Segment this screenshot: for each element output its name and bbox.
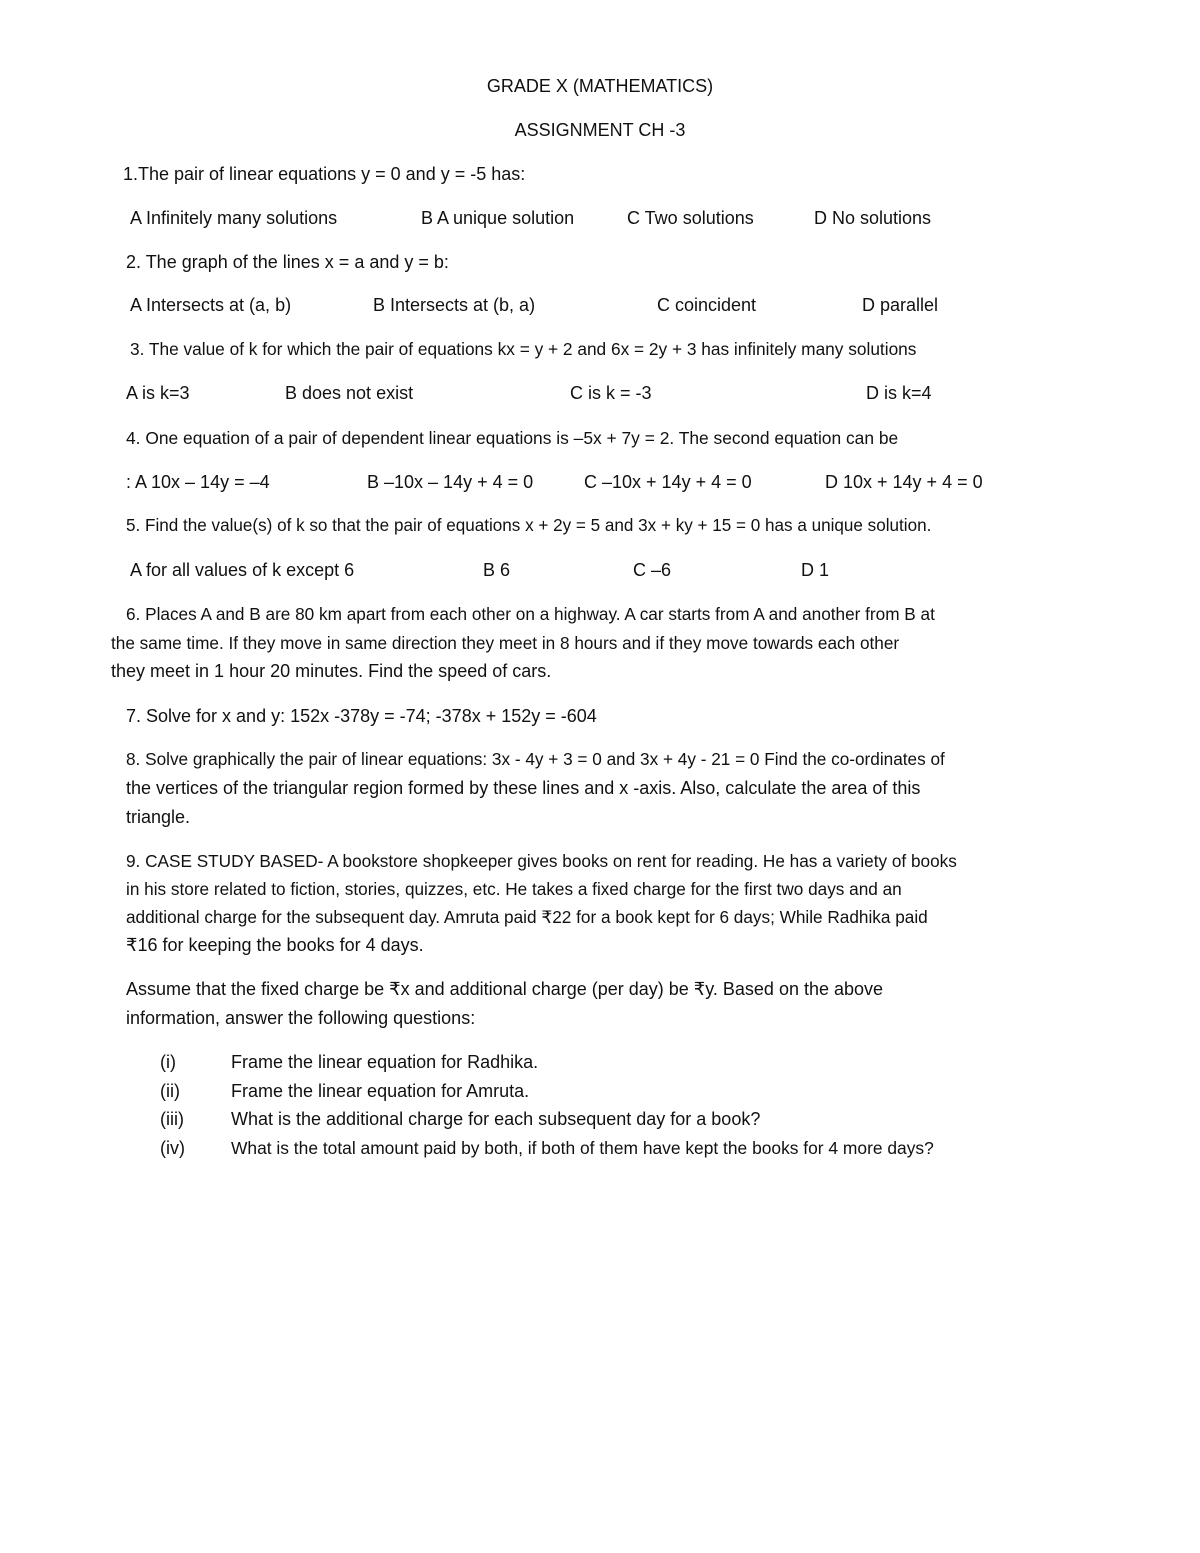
question-9-line-2: in his store related to fiction, stories, quizzes, etc. He takes a fixed charge for the first two days and an xyxy=(126,879,902,899)
question-6-line-1: 6. Places A and B are 80 km apart from each other on a highway. A car starts from A and another from B at xyxy=(126,604,935,624)
q3-option-b: B does not exist xyxy=(285,383,414,403)
page-subtitle: ASSIGNMENT CH -3 xyxy=(514,120,686,140)
subquestion-number: (iv) xyxy=(160,1138,185,1158)
q2-option-c: C coincident xyxy=(657,295,757,315)
question-5: 5. Find the value(s) of k so that the pair of equations x + 2y = 5 and 3x + ky + 15 = 0 has a unique solution. xyxy=(126,516,932,535)
question-1: 1.The pair of linear equations y = 0 and y = -5 has: xyxy=(123,164,526,184)
question-7: 7. Solve for x and y: 152x -378y = -74; -378x + 152y = -604 xyxy=(126,706,597,726)
subquestion-text: Frame the linear equation for Radhika. xyxy=(231,1052,539,1072)
question-9-line-3: additional charge for the subsequent day. Amruta paid ₹22 for a book kept for 6 days; While Radhika paid xyxy=(126,907,928,927)
q3-option-c: C is k = -3 xyxy=(570,383,652,403)
q5-option-c: C –6 xyxy=(633,560,672,580)
q4-option-d: D 10x + 14y + 4 = 0 xyxy=(825,472,983,492)
q3-option-d: D is k=4 xyxy=(866,383,932,403)
q3-option-a: A is k=3 xyxy=(126,383,190,403)
q2-option-b: B Intersects at (b, a) xyxy=(373,295,536,315)
question-6-line-3: they meet in 1 hour 20 minutes. Find the speed of cars. xyxy=(111,661,552,681)
q2-option-d: D parallel xyxy=(862,295,939,315)
q4-option-a: : A 10x – 14y = –4 xyxy=(126,472,270,492)
q4-option-c: C –10x + 14y + 4 = 0 xyxy=(584,472,752,492)
q5-option-b: B 6 xyxy=(483,560,511,580)
q5-option-d: D 1 xyxy=(801,560,830,580)
question-2: 2. The graph of the lines x = a and y = b: xyxy=(126,252,449,272)
q1-option-b: B A unique solution xyxy=(421,208,575,228)
q1-option-a: A Infinitely many solutions xyxy=(130,208,338,228)
subquestion-text: What is the additional charge for each subsequent day for a book? xyxy=(231,1109,761,1129)
question-6-line-2: the same time. If they move in same direction they meet in 8 hours and if they move towards each other xyxy=(111,633,900,653)
q1-option-d: D No solutions xyxy=(814,208,932,228)
subquestion-text: What is the total amount paid by both, if both of them have kept the books for 4 more days? xyxy=(231,1138,934,1158)
question-8-line-3: triangle. xyxy=(126,807,191,827)
subquestion-number: (i) xyxy=(160,1052,176,1072)
q4-option-b: B –10x – 14y + 4 = 0 xyxy=(367,472,534,492)
q5-option-a: A for all values of k except 6 xyxy=(130,560,355,580)
subquestion-text: Frame the linear equation for Amruta. xyxy=(231,1081,530,1101)
question-8-line-2: the vertices of the triangular region formed by these lines and x -axis. Also, calculate the area of this xyxy=(126,778,921,798)
subquestion-number: (iii) xyxy=(160,1109,184,1129)
question-8-line-1: 8. Solve graphically the pair of linear equations: 3x - 4y + 3 = 0 and 3x + 4y - 21 = 0 Find the co-ordinates of xyxy=(126,749,945,769)
page-title: GRADE X (MATHEMATICS) xyxy=(486,76,714,96)
question-4: 4. One equation of a pair of dependent linear equations is –5x + 7y = 2. The second equation can be xyxy=(126,428,899,448)
q1-option-c: C Two solutions xyxy=(627,208,754,228)
question-3: 3. The value of k for which the pair of equations kx = y + 2 and 6x = 2y + 3 has infinitely many solutions xyxy=(130,339,917,359)
question-9-line-1: 9. CASE STUDY BASED- A bookstore shopkeeper gives books on rent for reading. He has a variety of books xyxy=(126,851,957,871)
question-9-assume-line-1: Assume that the fixed charge be ₹x and additional charge (per day) be ₹y. Based on the above xyxy=(126,979,884,999)
q2-option-a: A Intersects at (a, b) xyxy=(130,295,292,315)
subquestion-number: (ii) xyxy=(160,1081,180,1101)
question-9-assume-line-2: information, answer the following questions: xyxy=(126,1008,476,1028)
question-9-line-4: ₹16 for keeping the books for 4 days. xyxy=(126,935,424,955)
